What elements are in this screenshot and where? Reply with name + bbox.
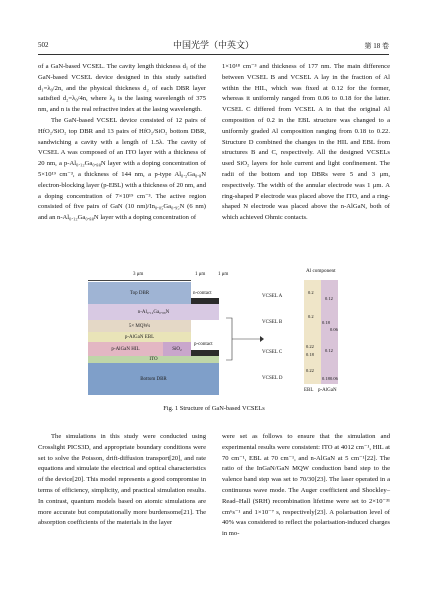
running-header [38,38,389,52]
journal-title: 中国光学（中英文） [172,40,254,50]
dim-mid-label: 1 μm [195,272,206,277]
vcsel-d-val1: 0.22 [306,368,314,373]
vcsel-d-label: VCSEL D [262,376,283,381]
vcsel-d-val2: 0.18 [322,376,330,381]
header-rule [38,54,389,55]
bottom-right-column [222,432,390,540]
vcsel-b-val2: 0.18 [322,320,330,325]
vcsel-a-label: VCSEL A [262,294,283,299]
paragraph: 1×10¹⁸ cm⁻³ and thickness of 177 nm. The main difference between VCSEL B and VCSEL A lay in the fraction of Al within the HIL, which was fixed at 0.12 for the former, whereas it uniformly ranged from 0.06 to 0.18 for the latter. VCSEL C differed from VCSEL A in that the original Al composition of 0.2 in the EBL structure was changed to a uniformly graded Al composition ranging from 0.18 to 0.22. Structure D combined the changes in the HIL and EBL from structures B and C, respectively. All the designed VCSELs used SiO₂ layers for hole current and light confinement. The radii of the bottom and top DBRs were 5 and 3 μm, respectively. The width of the annular electrode was 1 μm. A ring-shaped P electrode was placed above the ITO, and a ring-shaped N electrode was placed above the n-AlGaN, both of which achieved Ohmic contacts. [222,63,390,222]
paragraph: The GaN-based VCSEL device consisted of 12 pairs of HfO₂/SiO₂ top DBR and 13 pairs of HfO₂/SiO₂ bottom DBR, sandwiching a cavity with a length of 1.5λ. The cavity of VCSEL A was composed of an ITO layer with a thickness of 20 nm, a p-Al₀.₁₂Ga₀.₈₈N layer with a doping concentration of 5×10¹⁹ cm⁻³, a thickness of 144 nm, a p-type Al₀.₂Ga₀.₈N electron-blocking layer (p-EBL) with a thickness of 20 nm, and a doping concentration of 7×10¹⁹ cm⁻³. The active region consisted of five pairs of GaN (10 nm)/In₀.₀₅Ga₀.₉₅N (6 nm) and an n-Al₀.₁₂Ga₀.₈₈N layer with a doping concentration of [38,116,206,222]
figure-caption: Fig. 1 Structure of GaN-based VCSELs [163,405,265,412]
layer-mqw: 5× MQWs [88,320,191,332]
vcsel-b-val1: 0.2 [308,314,314,319]
dim-right-label: 1 μm [218,272,229,277]
vcsel-b-val3: 0.06 [330,327,338,332]
n-contact-label: n-contact [193,291,212,296]
p-contact-label: p-contact [194,342,213,347]
vcsel-d-val3: 0.06 [330,376,338,381]
paragraph: of a GaN-based VCSEL. The cavity length thickness d₁ of the GaN-based VCSEL device designed in this study satisfied d₁=λ₀/2n, and the physical thickness d₂ of each DBR layer satisfied d₂=λ₀/4n, where λ₀ is the lasing wavelength of 375 nm, and n is the real refractive index at the lasing wavelength. [38,63,206,114]
volume-label: 第 18 卷 [364,42,389,50]
vcsel-a-val2: 0.12 [325,296,333,301]
top-right-column [222,62,390,224]
layer-ito: ITO [88,356,219,363]
bracket-arrow [224,312,264,372]
paragraph: The simulations in this study were conducted using Crosslight PICS3D, and appropriate boundary conditions were set to solve the Poisson, drift-diffusion transport[20], and rate equations and simulate the electrical and optical characteristics of the device[20]. This model represents a good compromise in terms of efficiency, simplicity, and practical simulation results. In contrast, quantum models based on atomic simulations are more accurate but computationally more burdensome[21]. The absorption coefficients of the materials in the layer [38,433,206,527]
layer-hil: p-AlGaN HIL [88,342,163,356]
bottom-left-column [38,432,206,529]
vcsel-a-val1: 0.2 [308,290,314,295]
dimension-line [88,272,191,281]
figure-structure [38,268,390,400]
top-left-column [38,62,206,224]
layer-bottom-dbr: Bottom DBR [88,363,219,395]
vcsel-c-val2: 0.18 [306,352,314,357]
page-number: 502 [38,41,49,49]
vcsel-c-val1: 0.22 [306,344,314,349]
layer-top-dbr: Top DBR [88,282,191,304]
vcsel-b-label: VCSEL B [262,320,283,325]
layer-sio2: SiO₂ [163,342,191,356]
dim-left-label: 3 μm [133,272,144,277]
layer-ebl: p-AlGaN EBL [88,332,191,342]
vcsel-c-val3: 0.12 [325,348,333,353]
ebl-axis-label: EBL [304,388,314,393]
layer-n-algan: n-Al₀.₁₂Ga₀.₈₈N [88,304,219,320]
vcsel-c-label: VCSEL C [262,350,283,355]
al-component-title: Al component [306,268,336,274]
hil-axis-label: p-AlGaN [318,388,337,393]
paragraph: were set as follows to ensure that the simulation and experimental results were consistent: ITO at 4012 cm⁻¹, HIL at 70 cm⁻¹, EBL at 70 cm⁻¹, and n-AlGaN at 5 cm⁻¹[22]. The ratio of the InGaN/GaN MQW conduction band step to the valence band step was set to 70/30[23]. The laser operated in a continuous wave mode. The Auger coefficient and Shockley–Read–Hall (SRH) recombination lifetime were set to 2×10⁻³¹ cm⁶s⁻¹ and 1×10⁻⁷ s, respectively[23]. A polarisation level of 40% was considered to reflect the polarisation-induced charges in mo- [222,433,390,538]
